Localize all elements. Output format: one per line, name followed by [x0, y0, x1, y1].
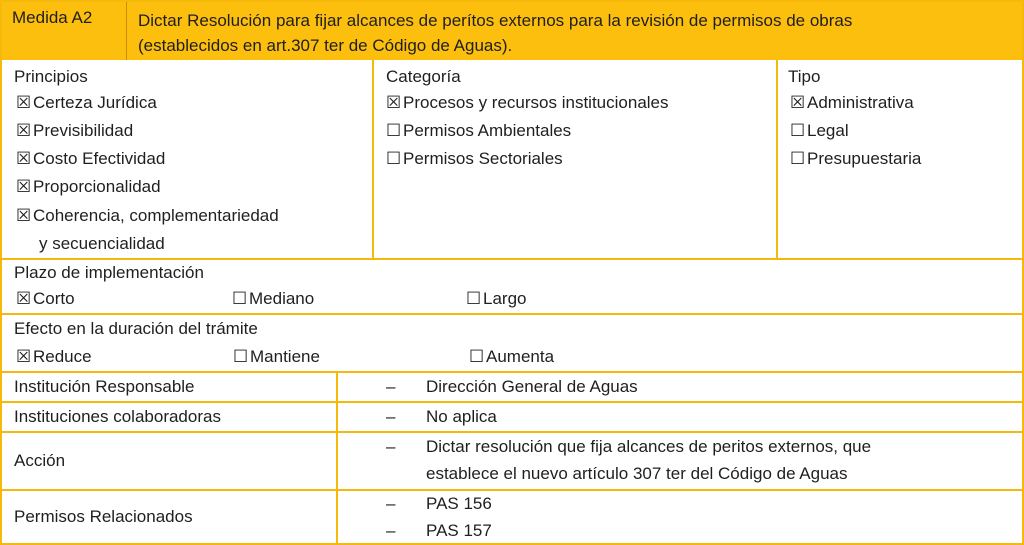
accion-row [2, 433, 1022, 489]
accion-value-line1: Dictar resolución que fija alcances de peritos externos, que [426, 437, 872, 456]
option-label: Previsibilidad [33, 121, 134, 140]
header-divider [126, 2, 127, 60]
checkbox-unchecked-icon: ☐ [466, 289, 482, 309]
column-divider [372, 60, 374, 258]
checkbox-unchecked-icon: ☐ [790, 149, 806, 169]
plazo-title: Plazo de implementación [14, 263, 204, 282]
principios-title: Principios [14, 67, 88, 86]
dash-bullet: – [386, 437, 396, 456]
principio-costo-efectividad[interactable] [16, 145, 165, 173]
checkbox-checked-icon: ☒ [16, 93, 32, 113]
option-label: Legal [807, 121, 849, 140]
tipo-title: Tipo [788, 67, 821, 86]
column-divider [776, 60, 778, 258]
measure-code: Medida A2 [12, 8, 93, 27]
colaboradoras-value: No aplica [426, 407, 497, 426]
checkbox-checked-icon: ☒ [16, 177, 32, 197]
categoria-permisos-ambientales[interactable] [386, 117, 571, 145]
option-label: Corto [33, 289, 75, 308]
plazo-mediano[interactable] [232, 285, 314, 313]
institucion-label: Institución Responsable [14, 377, 195, 396]
efecto-title: Efecto en la duración del trámite [14, 319, 258, 338]
measure-title-line1: Dictar Resolución para fijar alcances de perítos externos para la revisión de permisos de obras [138, 11, 853, 30]
option-label: Costo Efectividad [33, 149, 166, 168]
permisos-label: Permisos Relacionados [14, 507, 193, 526]
categoria-permisos-sectoriales[interactable] [386, 145, 563, 173]
option-label: Mediano [249, 289, 315, 308]
checkbox-unchecked-icon: ☐ [233, 347, 249, 367]
categoria-title: Categoría [386, 67, 461, 86]
checkbox-checked-icon: ☒ [16, 149, 32, 169]
option-label: Aumenta [486, 347, 555, 366]
colaboradoras-label: Instituciones colaboradoras [14, 407, 221, 426]
option-label: Presupuestaria [807, 149, 922, 168]
option-label: Mantiene [250, 347, 320, 366]
checkbox-checked-icon: ☒ [16, 289, 32, 309]
tipo-presupuestaria[interactable] [790, 145, 921, 173]
permiso-item: PAS 156 [426, 494, 492, 513]
tipo-legal[interactable] [790, 117, 849, 145]
checkbox-checked-icon: ☒ [790, 93, 806, 113]
option-label: Procesos y recursos institucionales [403, 93, 669, 112]
efecto-section [2, 315, 1022, 370]
efecto-reduce[interactable] [16, 343, 92, 371]
option-label: Reduce [33, 347, 92, 366]
dash-bullet: – [386, 494, 396, 513]
efecto-aumenta[interactable] [469, 343, 554, 371]
classification-section [2, 60, 1022, 258]
efecto-mantiene[interactable] [233, 343, 320, 371]
colaboradoras-row [2, 403, 1022, 431]
plazo-largo[interactable] [466, 285, 526, 313]
checkbox-unchecked-icon: ☐ [386, 121, 402, 141]
checkbox-unchecked-icon: ☐ [469, 347, 485, 367]
measure-header [2, 2, 1022, 60]
categoria-procesos[interactable] [386, 89, 669, 117]
dash-bullet: – [386, 521, 396, 540]
option-label: Coherencia, complementariedad [33, 206, 279, 225]
option-label: Largo [483, 289, 527, 308]
plazo-corto[interactable] [16, 285, 75, 313]
accion-label: Acción [14, 451, 66, 470]
institucion-value: Dirección General de Aguas [426, 377, 638, 396]
checkbox-checked-icon: ☒ [386, 93, 402, 113]
checkbox-unchecked-icon: ☐ [232, 289, 248, 309]
checkbox-unchecked-icon: ☐ [386, 149, 402, 169]
permisos-row [2, 491, 1022, 545]
measure-title-line2: (establecidos en art.307 ter de Código de Aguas). [138, 36, 513, 55]
permiso-item: PAS 157 [426, 521, 492, 540]
principio-certeza[interactable] [16, 89, 157, 117]
dash-bullet: – [386, 377, 396, 396]
principio-proporcionalidad[interactable] [16, 173, 161, 201]
measure-title [138, 8, 1018, 58]
option-label: Administrativa [807, 93, 914, 112]
checkbox-unchecked-icon: ☐ [790, 121, 806, 141]
tipo-administrativa[interactable] [790, 89, 914, 117]
option-label: Permisos Sectoriales [403, 149, 563, 168]
principio-coherencia-continuation: y secuencialidad [39, 234, 165, 253]
institucion-row [2, 373, 1022, 401]
accion-value-line2: establece el nuevo artículo 307 ter del Código de Aguas [426, 464, 848, 483]
option-label: Proporcionalidad [33, 177, 161, 196]
checkbox-checked-icon: ☒ [16, 121, 32, 141]
checkbox-checked-icon: ☒ [16, 347, 32, 367]
checkbox-checked-icon: ☒ [16, 206, 32, 226]
plazo-section [2, 260, 1022, 312]
option-label: Permisos Ambientales [403, 121, 572, 140]
principio-previsibilidad[interactable] [16, 117, 133, 145]
principio-coherencia[interactable] [16, 202, 279, 230]
dash-bullet: – [386, 407, 396, 426]
option-label: Certeza Jurídica [33, 93, 157, 112]
